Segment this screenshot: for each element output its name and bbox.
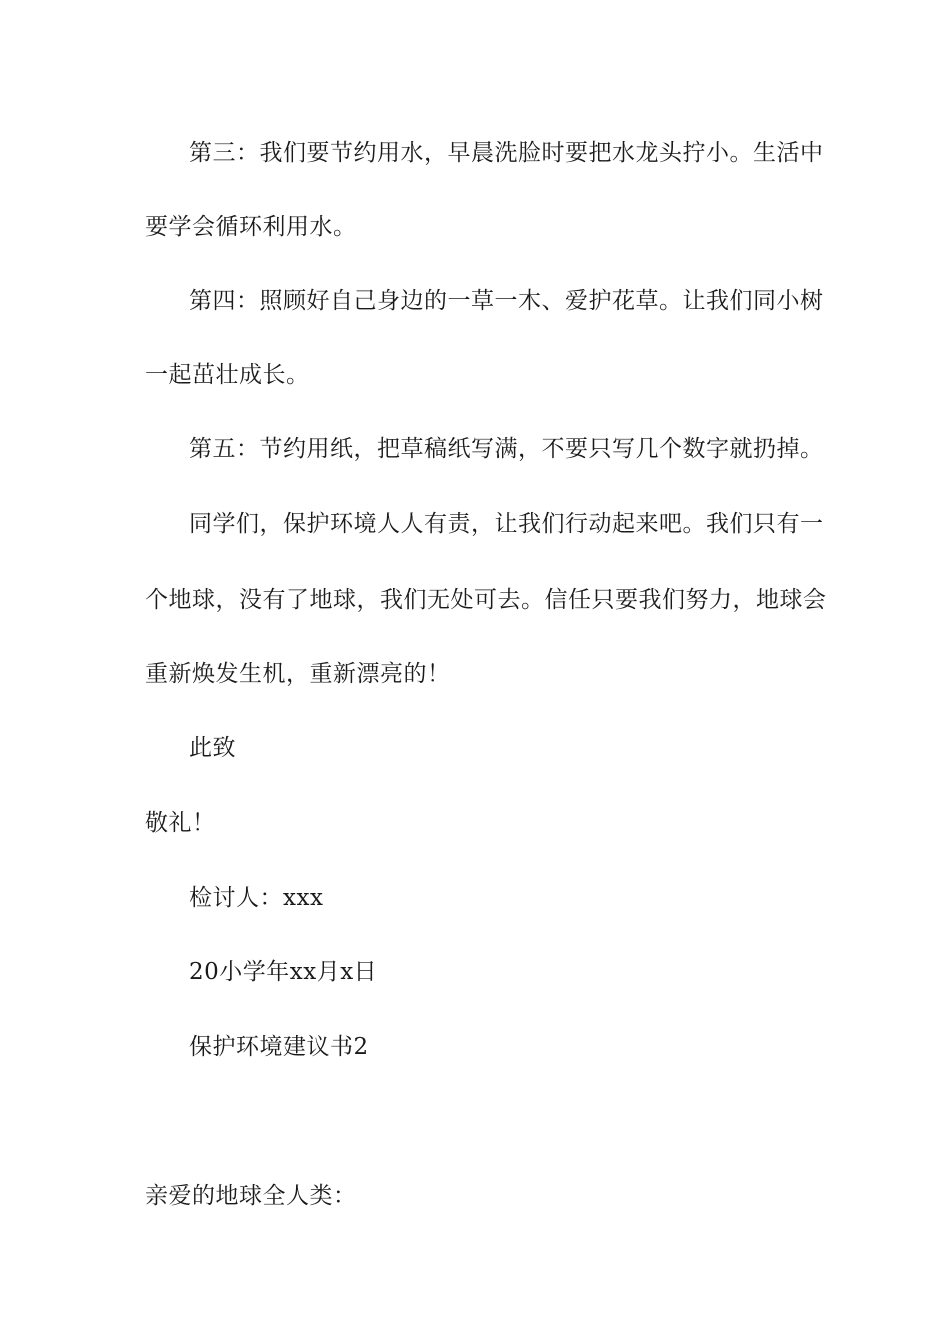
paragraph-3-line-1: 第三：我们要节约用水，早晨洗脸时要把水龙头拧小。生活中 (189, 140, 824, 166)
paragraph-6-line-2: 个地球，没有了地球，我们无处可去。信任只要我们努力，地球会 (145, 587, 827, 613)
paragraph-6-line-1: 同学们，保护环境人人有责，让我们行动起来吧。我们只有一 (189, 511, 824, 537)
paragraph-5-line-1: 第五：节约用纸，把草稿纸写满，不要只写几个数字就扔掉。 (189, 436, 824, 462)
date-line: 20小学年xx月x日 (189, 959, 378, 985)
paragraph-4-line-1: 第四：照顾好自己身边的一草一木、爱护花草。让我们同小树 (189, 288, 824, 314)
paragraph-6-line-3: 重新焕发生机，重新漂亮的！ (145, 661, 451, 687)
paragraph-3-line-2: 要学会循环利用水。 (145, 214, 357, 240)
closing-salute: 敬礼！ (145, 810, 216, 836)
paragraph-4-line-2: 一起茁壮成长。 (145, 362, 310, 388)
signer-line: 检讨人：xxx (189, 885, 324, 911)
next-section-title: 保护环境建议书2 (189, 1034, 369, 1060)
closing-greeting: 此致 (189, 735, 236, 761)
salutation-line: 亲爱的地球全人类： (145, 1183, 357, 1209)
